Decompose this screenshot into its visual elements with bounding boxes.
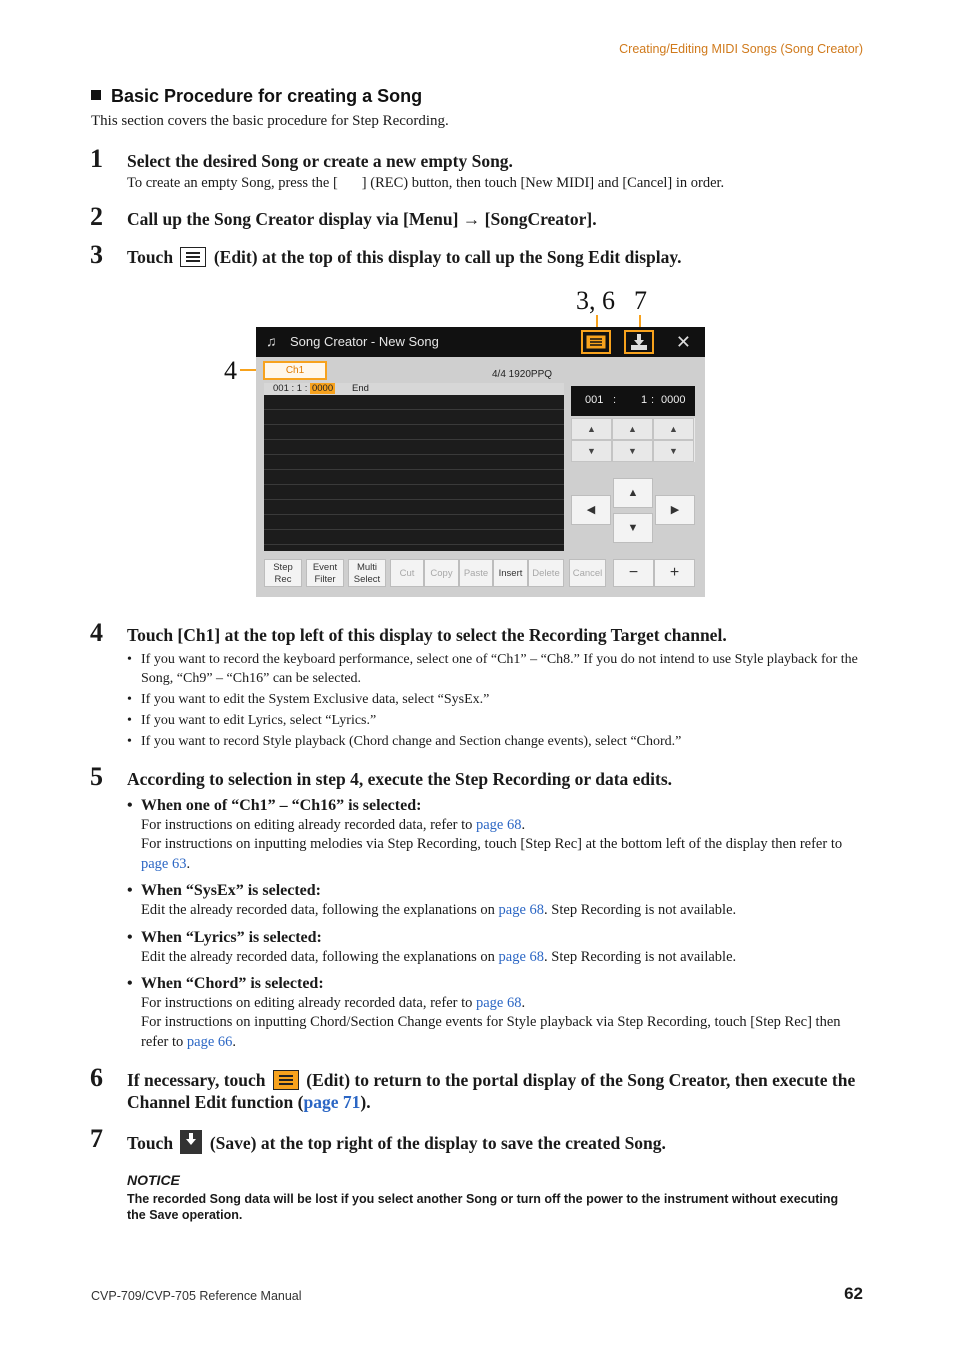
page-link[interactable]: page 66 xyxy=(186,1033,233,1050)
step-5-ch-block: • When one of “Ch1” – “Ch16” is selected: For instructions on editing already recorded data, refer to page 68. For instructions on inputting melodies via Step Recording, touch [Step Rec] at the bottom left of the display then refer to page 63. xyxy=(127,796,862,874)
notice-text: The recorded Song data will be lost if you select another Song or turn off the power to the instrument without executing the Save operation. xyxy=(127,1192,839,1222)
cancel-button[interactable]: Cancel xyxy=(569,559,606,587)
step-5-heading: According to selection in step 4, execute the Step Recording or data edits. xyxy=(127,769,673,789)
step-6-heading: If necessary, touch (Edit) to return to the portal display of the Song Creator, then execute the Channel Edit function (page 71). xyxy=(127,1070,856,1112)
step-number-7: 7 xyxy=(90,1124,103,1153)
event-rows[interactable] xyxy=(264,395,564,551)
page-link[interactable]: page 68 xyxy=(476,994,522,1011)
edit-button[interactable] xyxy=(581,330,611,354)
window-title: Song Creator - New Song xyxy=(290,334,439,349)
save-button[interactable] xyxy=(624,330,654,354)
song-creator-screen xyxy=(256,327,705,597)
list-item: • If you want to record the keyboard performance, select one of “Ch1” – “Ch8.” If you do not intend to use Style playback for the Song, “Ch9” – “Ch16” can be selected. xyxy=(127,650,862,688)
step-number-1: 1 xyxy=(90,144,103,173)
footer-manual-title: CVP-709/CVP-705 Reference Manual xyxy=(91,1289,302,1303)
page-link[interactable]: page 68 xyxy=(498,901,545,918)
meter-ppq: 4/4 1920PPQ xyxy=(492,369,553,380)
tick-up-button[interactable]: ▲ xyxy=(653,418,694,440)
event-list-header: 001 : 1 : 0000 End xyxy=(264,383,564,395)
minus-button[interactable]: − xyxy=(613,559,654,587)
event-filter-button[interactable]: Event Filter xyxy=(306,559,344,587)
step-number-5: 5 xyxy=(90,762,103,791)
running-head: Creating/Editing MIDI Songs (Song Creator) xyxy=(619,42,863,56)
cursor-down-button[interactable]: ▼ xyxy=(613,513,653,543)
copy-button[interactable]: Copy xyxy=(424,559,459,587)
close-icon[interactable]: ✕ xyxy=(675,332,691,352)
page-number: 62 xyxy=(844,1284,863,1303)
cursor-left-button[interactable]: ◀ xyxy=(571,495,611,525)
notice-label: NOTICE xyxy=(127,1172,180,1188)
step-number-2: 2 xyxy=(90,202,103,231)
end-marker: End xyxy=(352,383,369,394)
step-4-heading: Touch [Ch1] at the top left of this display to select the Recording Target channel. xyxy=(127,625,727,645)
position-display: 001 : 1 : 0000 xyxy=(571,386,695,416)
delete-button[interactable]: Delete xyxy=(528,559,564,587)
step-7-heading: Touch (Save) at the top right of the display to save the created Song. xyxy=(127,1130,867,1154)
page-link[interactable]: page 63 xyxy=(141,855,187,872)
tick-down-button[interactable]: ▼ xyxy=(653,440,694,462)
step-3-heading: Touch (Edit) at the top of this display to call up the Song Edit display. xyxy=(127,247,682,267)
edit-icon xyxy=(273,1070,299,1090)
position-stepper-grid xyxy=(571,418,695,462)
insert-button[interactable]: Insert xyxy=(493,559,528,587)
event-list[interactable] xyxy=(264,383,564,551)
step-number-6: 6 xyxy=(90,1063,103,1092)
beat-up-button[interactable]: ▲ xyxy=(612,418,653,440)
list-item: • If you want to edit Lyrics, select “Lyrics.” xyxy=(127,711,862,730)
cursor-right-button[interactable]: ▶ xyxy=(655,495,695,525)
section-title: Basic Procedure for creating a Song xyxy=(91,86,422,107)
step-5-sysex-block: • When “SysEx” is selected: Edit the already recorded data, following the explanations on page 68. Step Recording is not available. xyxy=(127,881,862,920)
paste-button[interactable]: Paste xyxy=(459,559,493,587)
list-item: • If you want to record Style playback (Chord change and Section change events), select “Chord.” xyxy=(127,732,862,751)
page-link[interactable]: page 68 xyxy=(476,816,522,833)
page-link[interactable]: page 68 xyxy=(498,948,545,965)
save-icon xyxy=(180,1130,202,1154)
section-intro: This section covers the basic procedure for Step Recording. xyxy=(91,113,449,129)
callout-3-6: 3, 6 xyxy=(576,286,615,315)
music-note-icon: ♫ xyxy=(266,333,277,349)
step-number-4: 4 xyxy=(90,618,103,647)
cut-button[interactable]: Cut xyxy=(390,559,424,587)
beat-down-button[interactable]: ▼ xyxy=(612,440,653,462)
step-2-heading: Call up the Song Creator display via [Menu] → [SongCreator]. xyxy=(127,209,597,229)
save-icon xyxy=(626,332,652,352)
callout-4: 4 xyxy=(224,356,237,385)
measure-up-button[interactable]: ▲ xyxy=(571,418,612,440)
step-4-bullets xyxy=(127,650,862,751)
cursor-position: 0000 xyxy=(311,383,334,394)
page-link[interactable]: page 71 xyxy=(303,1092,361,1112)
list-item: • If you want to edit the System Exclusive data, select “SysEx.” xyxy=(127,690,862,709)
step-5-chord-block: • When “Chord” is selected: For instructions on editing already recorded data, refer to page 68. For instructions on inputting Chord/Section Change events for Style playback via Step Recording, touch [Step Rec] then refer to page 66. xyxy=(127,974,862,1052)
measure-down-button[interactable]: ▼ xyxy=(571,440,612,462)
ch1-button[interactable]: Ch1 xyxy=(263,361,327,380)
step-1-body: To create an empty Song, press the [ ] (REC) button, then touch [New MIDI] and [Cancel] in order. xyxy=(127,175,725,191)
step-5-lyrics-block: • When “Lyrics” is selected: Edit the already recorded data, following the explanations on page 68. Step Recording is not available. xyxy=(127,928,862,967)
callout-7: 7 xyxy=(634,286,647,315)
plus-button[interactable]: + xyxy=(654,559,695,587)
step-1-heading: Select the desired Song or create a new empty Song. xyxy=(127,151,513,171)
step-number-3: 3 xyxy=(90,240,103,269)
cursor-up-button[interactable]: ▲ xyxy=(613,478,653,508)
step-rec-button[interactable]: Step Rec xyxy=(264,559,302,587)
title-bar xyxy=(256,327,705,357)
multi-select-button[interactable]: Multi Select xyxy=(348,559,386,587)
